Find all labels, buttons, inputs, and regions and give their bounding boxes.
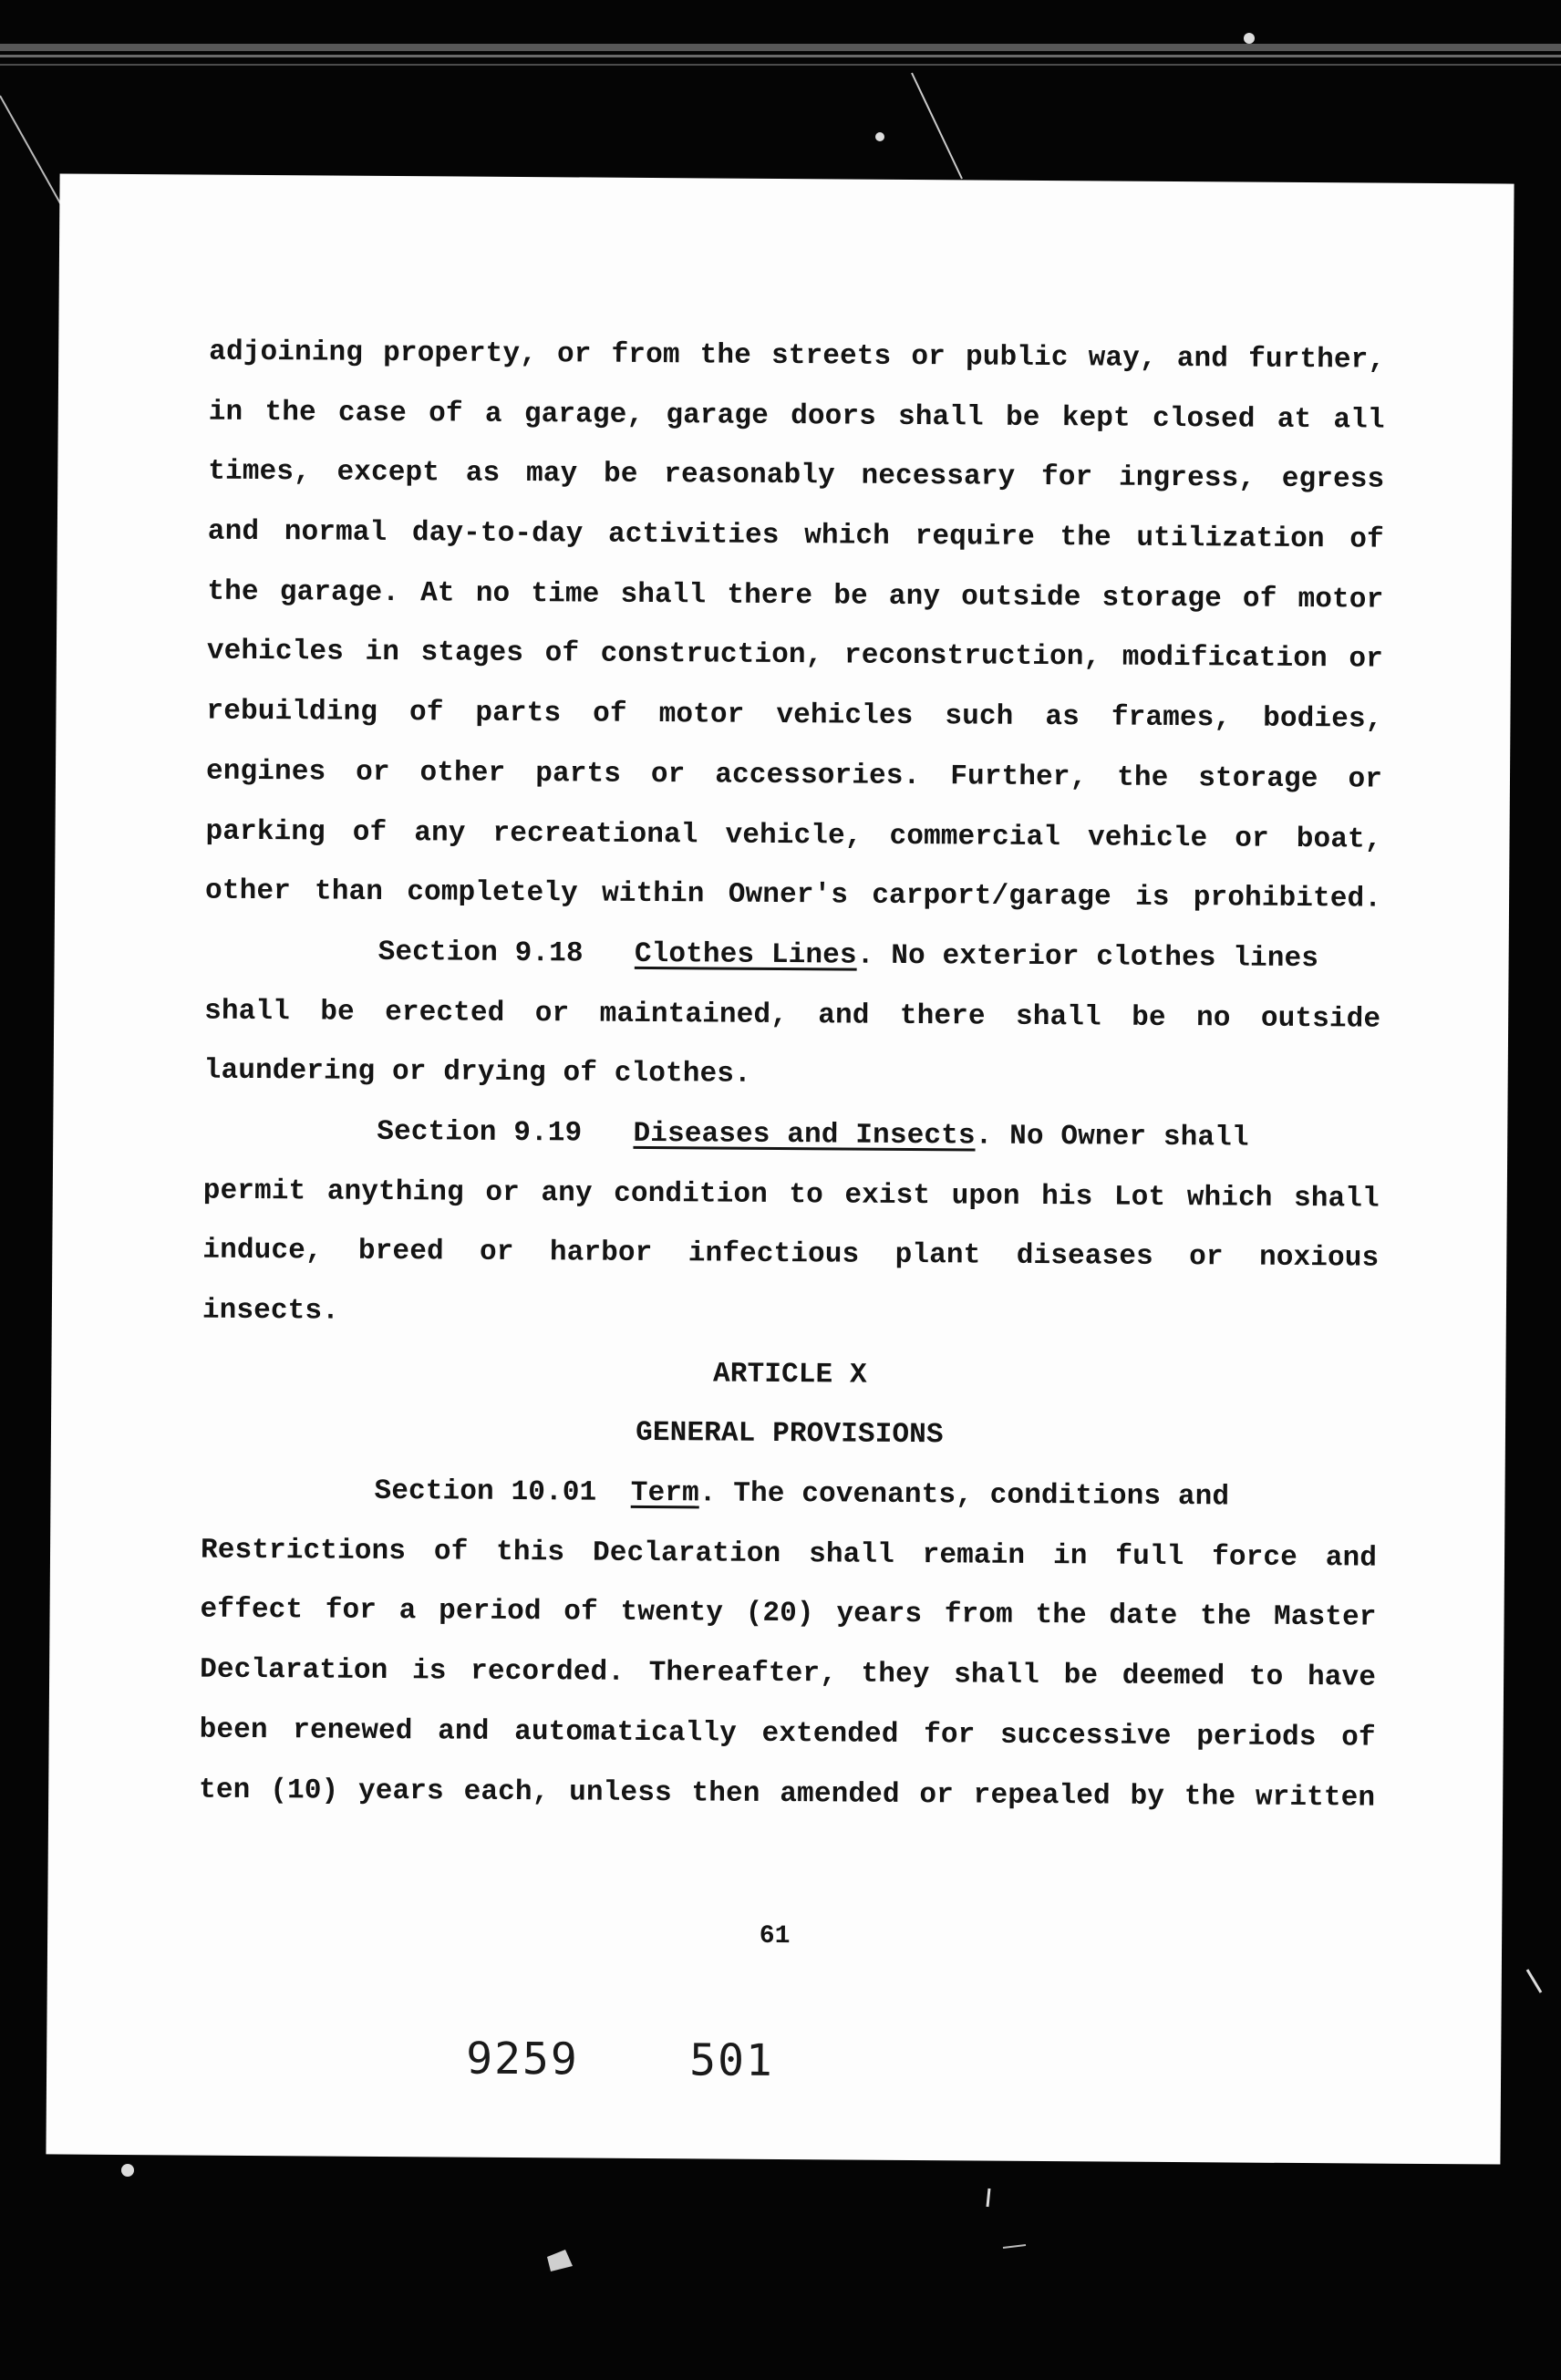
body-line: engines or other parts or accessories. Further, the storage or [205, 755, 1383, 796]
section-label: Section 9.19 [377, 1115, 583, 1150]
section-label: Section 9.18 [377, 936, 584, 970]
body-line: adjoining property, or from the streets or public way, and further, [209, 336, 1386, 377]
body-line: been renewed and automatically extended for successive periods of [199, 1713, 1376, 1754]
section-text: . The covenants, conditions and [698, 1477, 1230, 1514]
section-9-19-heading [203, 1102, 1380, 1170]
stamp-number-right: 501 [688, 2034, 775, 2086]
page-number: 61 [759, 1921, 791, 1951]
body-line: permit anything or any condition to exist upon his Lot which shall [202, 1174, 1380, 1216]
body-line: induce, breed or harbor infectious plant diseases or noxious [202, 1234, 1380, 1275]
body-line: in the case of a garage, garage doors shall be kept closed at all [208, 396, 1385, 437]
section-label: Section 10.01 [374, 1475, 597, 1509]
section-title: Term [630, 1476, 699, 1510]
body-line: and normal day-to-day activities which require the utilization of [207, 515, 1384, 556]
article-number: ARTICLE X [712, 1358, 867, 1392]
body-line: effect for a period of twenty (20) years from the date the Master [200, 1594, 1377, 1635]
section-title: Diseases and Insects [633, 1117, 976, 1153]
body-line: Restrictions of this Declaration shall remain in full force and [200, 1534, 1378, 1575]
article-title: GENERAL PROVISIONS [636, 1417, 944, 1452]
body-line: times, except as may be reasonably necessary for ingress, egress [208, 455, 1385, 496]
document-page [46, 173, 1514, 2164]
body-line: insects. [202, 1294, 340, 1328]
document-text [199, 323, 1385, 1828]
stamp-number-left: 9259 [465, 2033, 579, 2085]
section-text: . No Owner shall [975, 1120, 1249, 1154]
section-10-01-heading [201, 1461, 1377, 1529]
body-line: shall be erected or maintained, and there shall be no outside [204, 995, 1381, 1036]
body-line: parking of any recreational vehicle, commercial vehicle or boat, [205, 815, 1382, 856]
body-line: Declaration is recorded. Thereafter, they shall be deemed to have [200, 1653, 1377, 1694]
body-line: vehicles in stages of construction, reconstruction, modification or [206, 636, 1384, 677]
body-line: ten (10) years each, unless then amended or repealed by the written [199, 1774, 1376, 1815]
body-line: other than completely within Owner's carport/garage is prohibited. [204, 874, 1382, 916]
section-text: . No exterior clothes lines [856, 939, 1319, 975]
body-line: rebuilding of parts of motor vehicles such as frames, bodies, [206, 695, 1383, 736]
body-line: laundering or drying of clothes. [203, 1054, 751, 1092]
body-line: the garage. At no time shall there be any outside storage of motor [207, 575, 1384, 616]
section-title: Clothes Lines [634, 937, 857, 972]
section-9-18-heading [204, 921, 1380, 989]
